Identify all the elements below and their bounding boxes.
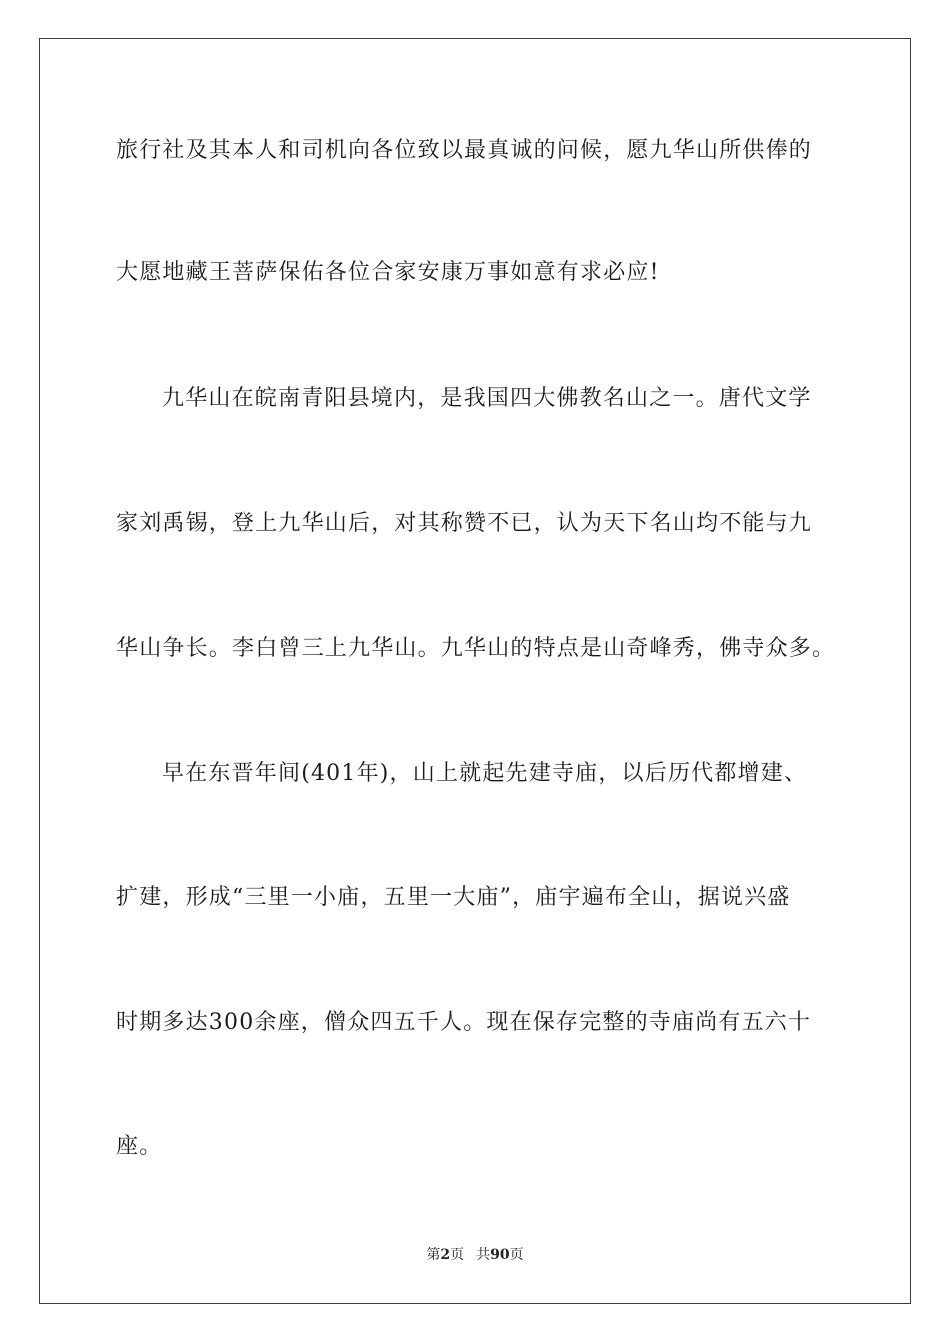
text-line-8: 时期多达300余座，僧众四五千人。现在保存完整的寺庙尚有五六十 [116,1010,812,1035]
page-number: 2 [440,1247,451,1263]
total-suffix: 页 [509,1247,524,1263]
text-line-7: 扩建，形成“三里一小庙，五里一大庙”，庙宇遍布全山，据说兴盛 [116,885,791,910]
page-prefix: 第 [426,1247,441,1263]
paragraph-start-line-6: 早在东晋年间(401年)，山上就起先建寺庙，以后历代都增建、 [162,761,808,786]
page-frame [39,38,911,1304]
paragraph-start-line-3: 九华山在皖南青阳县境内，是我国四大佛教名山之一。唐代文学 [162,386,812,411]
total-prefix: 共 [476,1247,491,1263]
text-line-9: 座。 [116,1134,163,1159]
page-suffix: 页 [450,1247,465,1263]
page-footer [0,1246,950,1264]
text-line-2: 大愿地藏王菩萨保佑各位合家安康万事如意有求必应! [116,260,660,285]
total-pages: 90 [490,1247,510,1263]
text-line-4: 家刘禹锡，登上九华山后，对其称赞不已，认为天下名山均不能与九 [116,511,813,536]
text-line-1: 旅行社及其本人和司机向各位致以最真诚的问候，愿九华山所供俸的 [116,138,813,163]
text-line-5: 华山争长。李白曾三上九华山。九华山的特点是山奇峰秀，佛寺众多。 [116,636,836,661]
